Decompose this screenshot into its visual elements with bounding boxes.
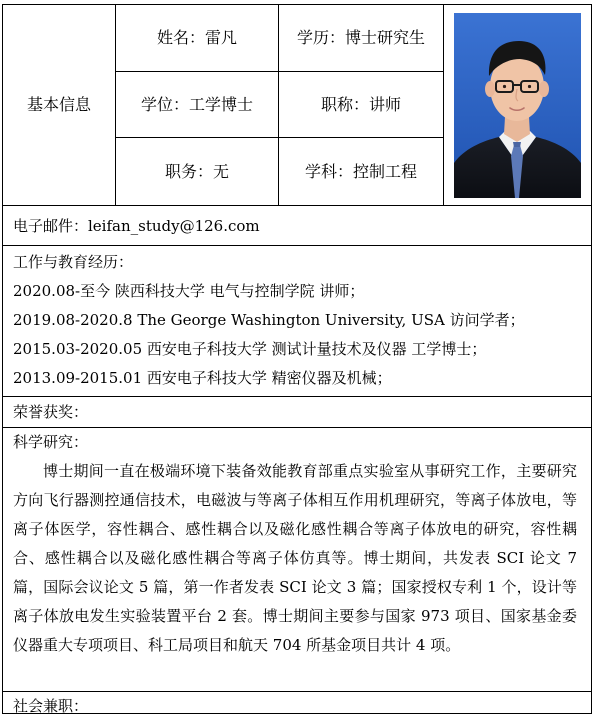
name-cell (116, 5, 279, 72)
research-row (3, 428, 591, 692)
education-text: 学历：博士研究生 (296, 28, 425, 47)
title-text: 职称：讲师 (320, 94, 401, 114)
position-text: 职务：无 (164, 161, 229, 181)
honors-row (3, 397, 591, 428)
research-paragraph: 博士期间一直在极端环境下装备效能教育部重点实验室从事研究工作，主要研究方向飞行器测控通信技术，电磁波与等离子体相互作用机理研究，等离子体放电，等离子体医学，容性耦合、感性耦合以及磁化感性耦合等离子体放电的研究，容性耦合、感性耦合以及磁化感性耦合等离子体仿真等。博士期间，共发表 SCI 论文 7 篇，国际会议论文 5 篇，第一作者发表 SCI 论文 3 篇；国家授权专利 1 个，设计等离子体放电发生实验装置平台 2 套。博士期间主要参与国家 973 项目、国家基金委仪器重大专项项目、科工局项目和航天 704 所基金项目共计 4 项。 (13, 462, 577, 654)
portrait-illustration (454, 13, 581, 198)
discipline-text: 学科：控制工程 (304, 161, 417, 181)
basic-info-label (3, 5, 116, 206)
title-cell (279, 72, 444, 138)
research-heading: 科学研究： (13, 433, 89, 451)
degree-cell (116, 72, 279, 138)
position-cell (116, 138, 279, 206)
email-row (3, 206, 591, 246)
experience-heading: 工作与教育经历： (13, 253, 134, 271)
experience-entry: 2013.09-2015.01 西安电子科技大学 精密仪器及机械； (13, 369, 392, 387)
profile-table (2, 4, 592, 714)
experience-row (3, 246, 591, 397)
experience-entry: 2015.03-2020.05 西安电子科技大学 测试计量技术及仪器 工学博士； (13, 340, 487, 358)
photo-cell (444, 5, 591, 206)
education-cell (279, 5, 444, 72)
basic-info-label-text: 基本信息 (26, 95, 91, 114)
experience-entry: 2020.08-至今 陕西科技大学 电气与控制学院 讲师； (13, 282, 365, 300)
social-row (3, 692, 591, 715)
experience-entry: 2019.08-2020.8 The George Washington University, USA 访问学者； (13, 311, 525, 329)
email-text: 电子邮件：leifan_study@126.com (13, 217, 260, 235)
portrait-photo (454, 13, 581, 198)
honors-heading: 荣誉获奖： (13, 403, 89, 421)
discipline-cell (279, 138, 444, 206)
social-heading: 社会兼职： (13, 697, 89, 715)
name-text: 姓名：雷凡 (156, 28, 237, 47)
degree-text: 学位：工学博士 (140, 94, 253, 114)
